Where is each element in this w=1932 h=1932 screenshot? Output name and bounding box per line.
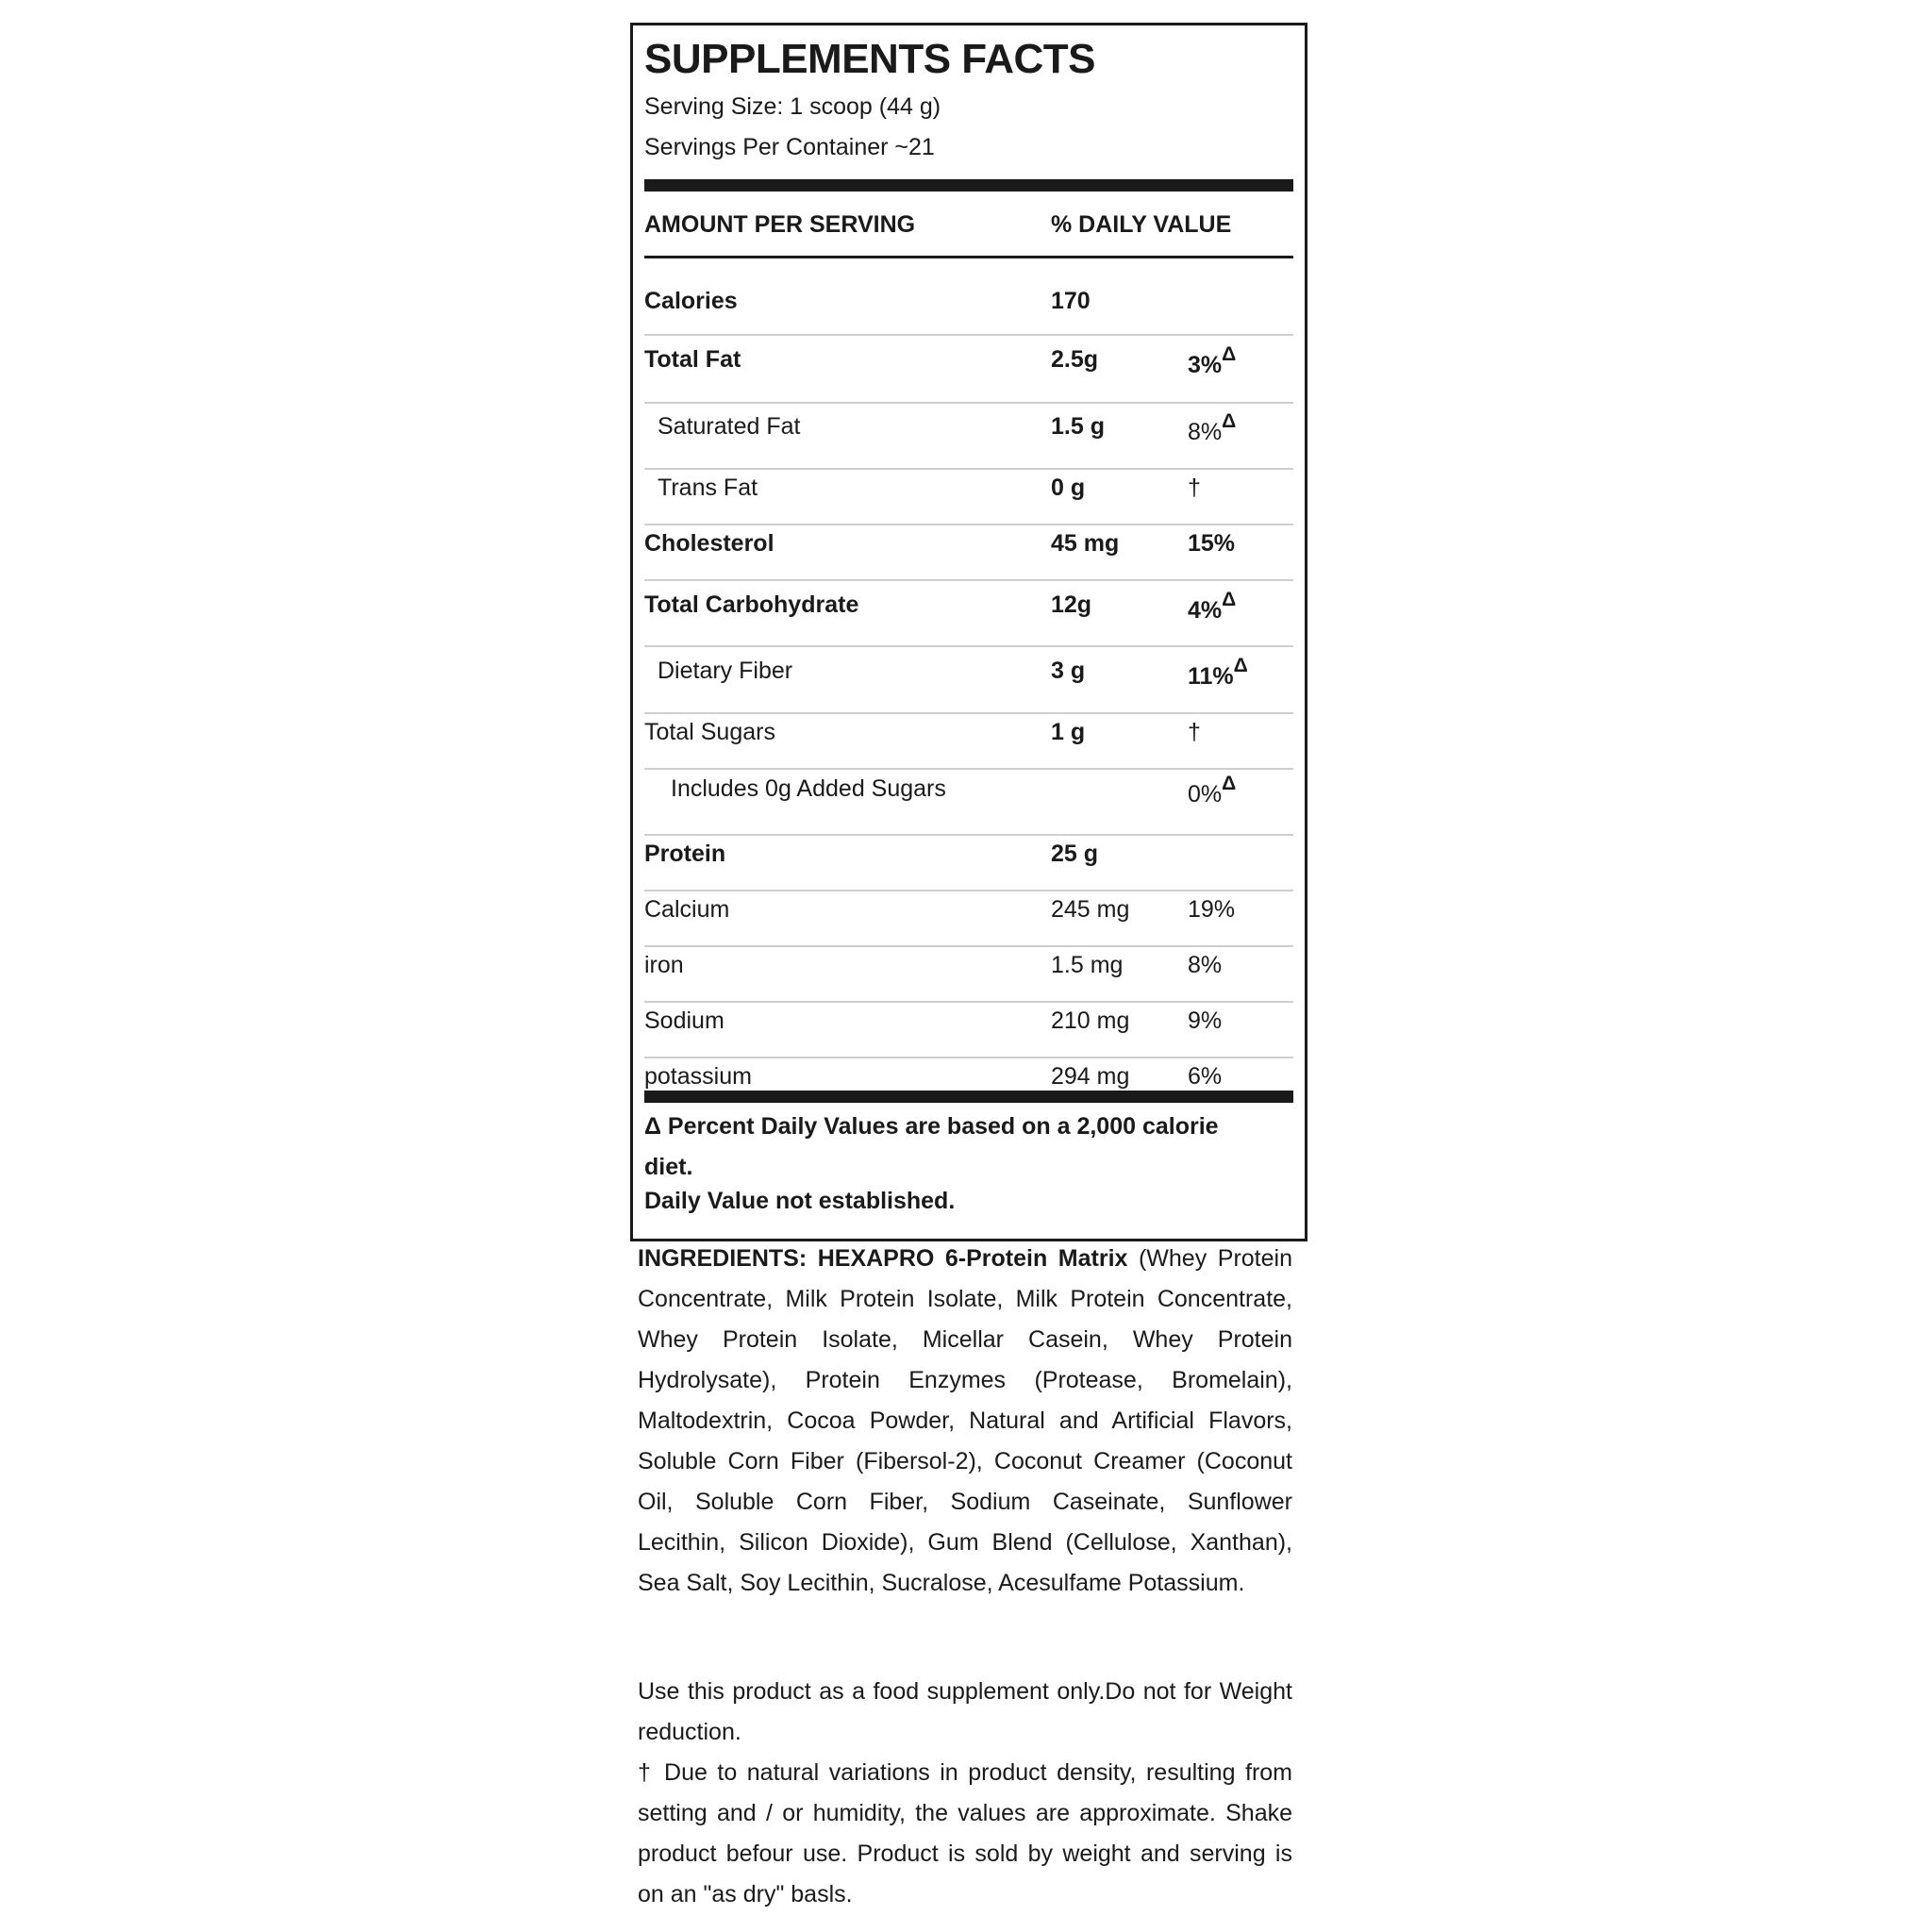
nutrient-name: Includes 0g Added Sugars <box>671 775 946 802</box>
delta-marker: Δ <box>1222 342 1237 365</box>
daily-value-percent: † <box>1188 719 1201 745</box>
daily-value-percent: 6% <box>1188 1063 1223 1090</box>
nutrient-name: Cholesterol <box>644 530 774 557</box>
daily-value-percent: 19% <box>1188 896 1236 923</box>
nutrient-daily-value <box>1188 342 1237 379</box>
nutrient-name: Calcium <box>644 896 730 923</box>
row-divider <box>644 1057 1293 1058</box>
nutrient-name: Calories <box>644 288 738 314</box>
nutrient-daily-value <box>1188 588 1237 625</box>
header-divider <box>644 256 1293 258</box>
row-divider <box>644 334 1293 336</box>
nutrient-amount: 1.5 g <box>1051 413 1105 440</box>
daily-value-percent: 15% <box>1188 530 1236 557</box>
footnote-not-established: Daily Value not established. <box>644 1188 956 1214</box>
row-divider <box>644 890 1293 891</box>
usage-note: Use this product as a food supplement only.Do not for Weight reduction. <box>638 1678 1292 1745</box>
panel-title: SUPPLEMENTS FACTS <box>644 36 1095 82</box>
delta-marker: Δ <box>1222 772 1237 794</box>
delta-marker: Δ <box>1222 588 1237 610</box>
supplement-facts-panel <box>630 23 1307 1241</box>
nutrient-name: Sodium <box>644 1008 724 1034</box>
row-divider <box>644 402 1293 404</box>
serving-size: Serving Size: 1 scoop (44 g) <box>644 93 941 120</box>
row-divider <box>644 579 1293 581</box>
nutrient-name: Saturated Fat <box>658 413 801 440</box>
nutrient-daily-value <box>1188 719 1201 746</box>
daily-value-percent: 9% <box>1188 1008 1223 1034</box>
nutrient-name: potassium <box>644 1063 752 1090</box>
daily-value-percent: 8% <box>1188 419 1223 445</box>
nutrient-amount: 170 <box>1051 288 1091 314</box>
nutrient-name: Dietary Fiber <box>658 658 793 684</box>
nutrient-amount: 1.5 mg <box>1051 952 1124 978</box>
nutrient-amount: 3 g <box>1051 658 1086 684</box>
nutrient-amount: 25 g <box>1051 841 1099 867</box>
nutrient-amount: 12g <box>1051 591 1092 618</box>
ingredients-heading: INGREDIENTS: HEXAPRO 6-Protein Matrix <box>638 1245 1128 1272</box>
servings-per-container: Servings Per Container ~21 <box>644 134 935 160</box>
nutrient-name: Trans Fat <box>658 475 758 501</box>
row-divider <box>644 524 1293 525</box>
nutrient-amount: 1 g <box>1051 719 1086 745</box>
header-amount-per-serving: AMOUNT PER SERVING <box>644 211 916 238</box>
daily-value-percent: 0% <box>1188 781 1223 808</box>
nutrient-amount: 210 mg <box>1051 1008 1130 1034</box>
nutrient-daily-value <box>1188 530 1235 558</box>
nutrient-daily-value <box>1188 475 1201 502</box>
nutrient-name: Total Carbohydrate <box>644 591 859 618</box>
nutrient-daily-value <box>1188 1008 1222 1035</box>
row-divider <box>644 645 1293 647</box>
delta-marker: Δ <box>1233 654 1248 676</box>
daily-value-percent: 4% <box>1188 597 1223 624</box>
row-divider <box>644 945 1293 947</box>
daily-value-percent: 8% <box>1188 952 1223 978</box>
row-divider <box>644 468 1293 470</box>
daily-value-percent: † <box>1188 475 1201 501</box>
thick-divider-top <box>644 179 1293 192</box>
nutrient-daily-value <box>1188 409 1237 446</box>
nutrient-amount: 245 mg <box>1051 896 1130 923</box>
daily-value-percent: 11% <box>1188 663 1234 690</box>
nutrient-daily-value <box>1188 1063 1222 1091</box>
nutrient-amount: 2.5g <box>1051 346 1099 373</box>
nutrient-amount: 294 mg <box>1051 1063 1130 1090</box>
nutrient-name: iron <box>644 952 684 978</box>
footnote-daily-values: Δ Percent Daily Values are based on a 2,000 calorie diet. <box>644 1113 1219 1180</box>
row-divider <box>644 1001 1293 1003</box>
nutrient-daily-value <box>1188 772 1237 808</box>
nutrient-amount: 0 g <box>1051 475 1086 501</box>
row-divider <box>644 712 1293 714</box>
nutrient-name: Protein <box>644 841 726 867</box>
nutrient-name: Total Fat <box>644 346 741 373</box>
nutrient-daily-value <box>1188 896 1235 924</box>
daily-value-percent: 3% <box>1188 352 1223 378</box>
nutrient-daily-value <box>1188 952 1222 979</box>
row-divider <box>644 768 1293 770</box>
nutrient-name: Total Sugars <box>644 719 775 745</box>
nutrient-amount: 45 mg <box>1051 530 1120 557</box>
row-divider <box>644 834 1293 836</box>
delta-marker: Δ <box>1222 409 1237 432</box>
header-daily-value: % DAILY VALUE <box>1051 211 1232 238</box>
ingredients-paragraph <box>638 1239 1292 1604</box>
nutrient-daily-value <box>1188 654 1248 691</box>
thick-divider-bottom <box>644 1091 1293 1103</box>
ingredients-list: (Whey Protein Concentrate, Milk Protein Isolate, Milk Protein Concentrate, Whey Protein Isolate, Micellar Casein, Whey Protein Hydrolysate), Protein Enzymes (Protease, Bromelain), Maltodextrin, Cocoa Powder, Natural and Artificial Flavors, Soluble Corn Fiber (Fibersol-2), Coconut Creamer (Coconut Oil, Soluble Corn Fiber, Sodium Caseinate, Sunflower Lecithin, Silicon Dioxide), Gum Blend (Cellulose, Xanthan), Sea Salt, Soy Lecithin, Sucralose, Acesulfame Potassium. <box>638 1245 1292 1596</box>
density-note: † Due to natural variations in product density, resulting from setting and / or humidity, the values are approximate. Shake product befour use. Product is sold by weight and serving is on an "as dry" basls. <box>638 1759 1292 1907</box>
